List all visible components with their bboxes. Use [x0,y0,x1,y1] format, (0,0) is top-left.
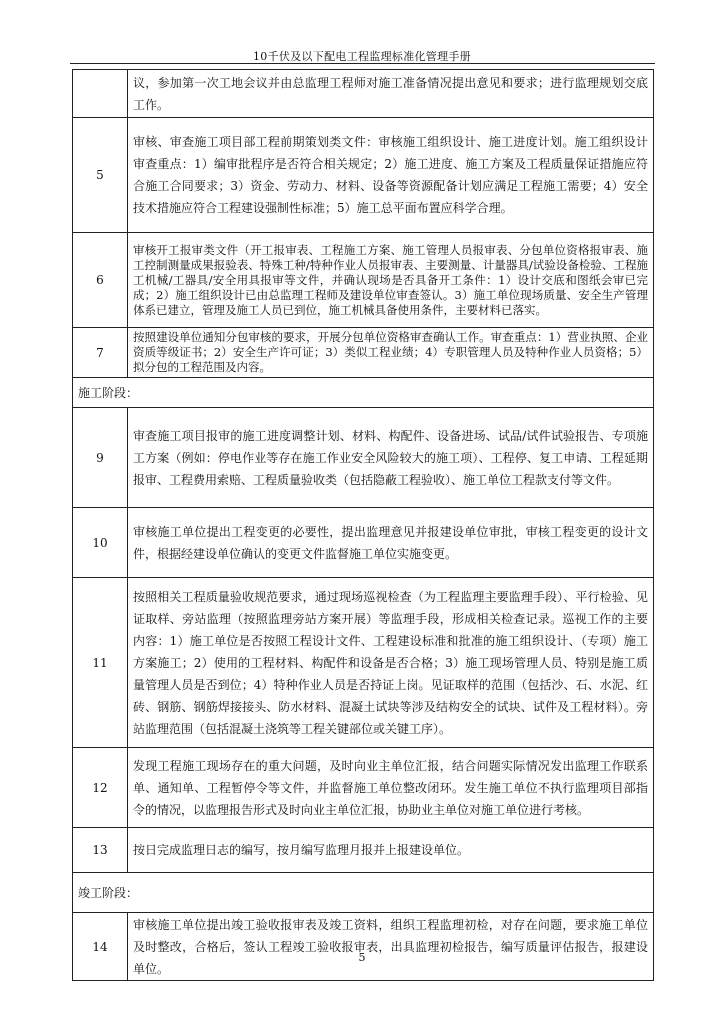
table-row [73,70,654,118]
table-row [73,508,654,578]
row-number-cell: 10 [73,508,128,578]
row-number-cell [73,70,128,118]
row-number-cell: 11 [73,578,128,748]
table-row [73,828,654,873]
row-text-cell: 审核开工报审类文件（开工报审表、工程施工方案、施工管理人员报审表、分包单位资格报审表、施工控制测量成果报验表、特殊工种/特种作业人员报审表、主要测量、计量器具/试验设备检验、工程施工机械/工器具/安全用具报审等文件，并确认现场是否具备开工条件：1）设计交底和图纸会审已完成；2）施工组织设计已由总监理工程师及建设单位审查签认。3）施工单位现场质量、安全生产管理体系已建立，管理及施工人员已到位，施工机械具备使用条件，主要材料已落实。 [128,233,654,328]
table-row [73,748,654,828]
row-text-cell: 审核施工单位提出工程变更的必要性，提出监理意见并报建设单位审批，审核工程变更的设计文件，根据经建设单位确认的变更文件监督施工单位实施变更。 [128,508,654,578]
section-row [73,378,654,408]
table-row [73,913,654,981]
row-text-cell: 发现工程施工现场存在的重大问题，及时向业主单位汇报，结合问题实际情况发出监理工作联系单、通知单、工程暂停令等文件，并监督施工单位整改闭环。发生施工单位不执行监理项目部指令的情况，以监理报告形式及时向业主单位汇报，协助业主单位对施工单位进行考核。 [128,748,654,828]
table-row [73,408,654,508]
row-text-cell: 按日完成监理日志的编写，按月编写监理月报并上报建设单位。 [128,828,654,873]
row-number-cell: 6 [73,233,128,328]
page-number: 5 [358,951,366,964]
row-number-cell: 5 [73,118,128,233]
row-text-cell: 按照相关工程质量验收规范要求，通过现场巡视检查（为工程监理主要监理手段）、平行检验、见证取样、旁站监理（按照监理旁站方案开展）等监理手段，形成相关检查记录。巡视工作的主要内容：1）施工单位是否按照工程设计文件、工程建设标准和批准的施工组织设计、（专项）施工方案施工；2）使用的工程材料、构配件和设备是否合格；3）施工现场管理人员、特别是施工质量管理人员是否到位；4）特种作业人员是否持证上岗。见证取样的范围（包括沙、石、水泥、红砖、钢筋、钢筋焊接接头、防水材料、混凝土试块等涉及结构安全的试块、试件及工程材料）。旁站监理范围（包括混凝土浇筑等工程关键部位或关键工序）。 [128,578,654,748]
section-row [73,873,654,913]
table-row [73,328,654,378]
row-text-cell: 审查施工项目报审的施工进度调整计划、材料、构配件、设备进场、试品/试件试验报告、专项施工方案（例如：停电作业等存在施工作业安全风险较大的施工项）、工程停、复工申请、工程延期报审、工程费用索赔、工程质量验收类（包括隐蔽工程验收）、施工单位工程款支付等文件。 [128,408,654,508]
row-number-cell: 7 [73,328,128,378]
supervision-duties-table [72,69,654,981]
row-text-cell: 审核、审查施工项目部工程前期策划类文件：审核施工组织设计、施工进度计划。施工组织设计审查重点：1）编审批程序是否符合相关规定；2）施工进度、施工方案及工程质量保证措施应符合施工合同要求；3）资金、劳动力、材料、设备等资源配备计划应满足工程施工需要；4）安全技术措施应符合工程建设强制性标准；5）施工总平面布置应科学合理。 [128,118,654,233]
table-row [73,578,654,748]
row-number-cell: 14 [73,913,128,981]
row-text-cell: 议，参加第一次工地会议并由总监理工程师对施工准备情况提出意见和要求；进行监理规划交底工作。 [128,70,654,118]
section-heading-construction: 施工阶段： [73,378,654,408]
section-heading-completion: 竣工阶段： [73,873,654,913]
row-text-cell: 按照建设单位通知分包审核的要求，开展分包单位资格审查确认工作。审查重点：1）营业执照、企业资质等级证书；2）安全生产许可证；3）类似工程业绩；4）专职管理人员及特种作业人员资格；5）拟分包的工程范围及内容。 [128,328,654,378]
row-number-cell: 9 [73,408,128,508]
row-number-cell: 12 [73,748,128,828]
row-number-cell: 13 [73,828,128,873]
table-row [73,233,654,328]
row-text-cell: 审核施工单位提出竣工验收报审表及竣工资料，组织工程监理初检，对存在问题，要求施工单位及时整改，合格后，签认工程竣工验收报审表，出具监理初检报告，编写质量评估报告，报建设单位。 [128,913,654,981]
header-rule [70,63,655,64]
table-row [73,118,654,233]
running-header: 10千伏及以下配电工程监理标准化管理手册 [253,50,471,63]
